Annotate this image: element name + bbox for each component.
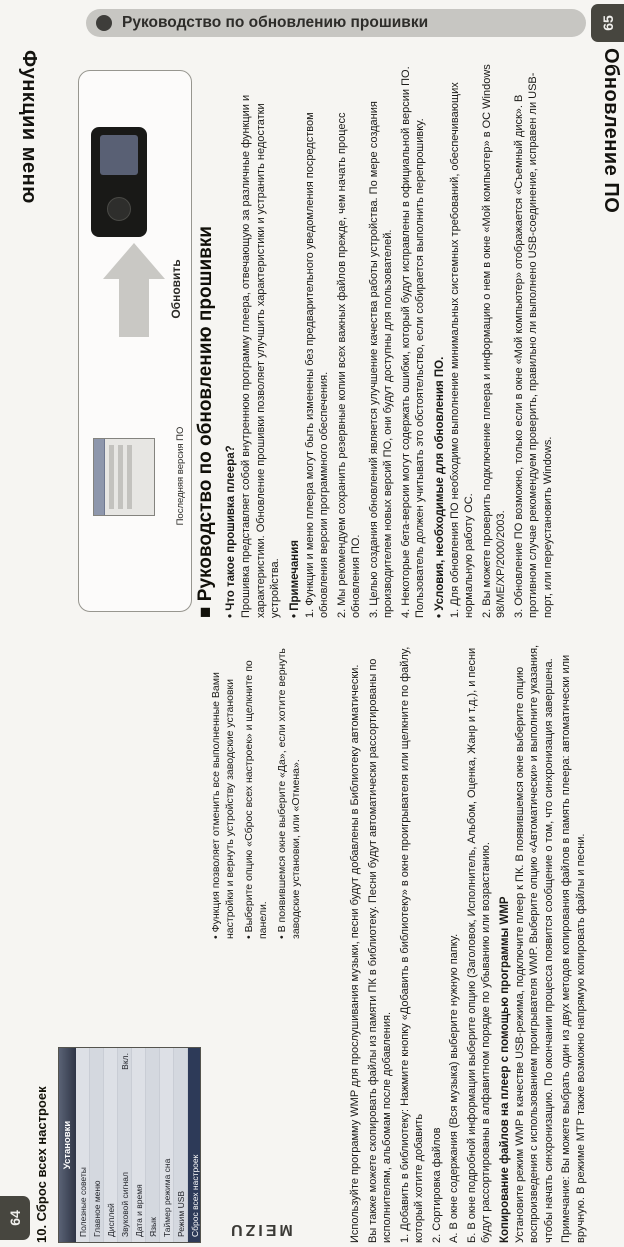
settings-row: Режим USB bbox=[174, 1048, 188, 1242]
wmp-paragraph: Примечание: Вы можете выбрать один из двух методов копирования файлов в память плеера: автоматически или вручную. В режиме МТР также возможно напрямую копировать файлы и песни. bbox=[560, 654, 587, 1243]
page-number-tab-65 bbox=[591, 4, 624, 42]
square-marker-icon: ■ bbox=[195, 606, 216, 618]
page-number-65: 65 bbox=[599, 15, 616, 31]
bullet-circle-icon bbox=[96, 15, 112, 31]
update-arrow-head-icon bbox=[103, 243, 165, 279]
reset-settings-bullets bbox=[210, 639, 309, 939]
pc-screenshot-thumbnail bbox=[93, 438, 155, 516]
wmp-paragraph: Б. В окне подробной информации выберите опцию (Заголовок, Исполнитель, Альбом, Оценка, Жанр и т.д.), и песни будут рассортированы в алфавитном порядке по убыванию или возрастанию. bbox=[465, 647, 492, 1243]
chapter-label-software-update: Обновление ПО bbox=[600, 48, 622, 214]
what-is-firmware-text: Прошивка представляет собой внутреннюю программу плеера, отвечающую за различные функции и характеристики. Обновление прошивки позволяет улучшить характеристики и устранить недостатки устройства. bbox=[240, 94, 281, 618]
section-title-bar bbox=[86, 9, 586, 37]
wmp-copy-heading: Копирование файлов на плеер с помощью программы WMP bbox=[498, 896, 511, 1243]
section-title: Руководство по обновлению прошивки bbox=[122, 14, 429, 31]
notes-heading: • Примечания bbox=[288, 540, 301, 618]
update-arrow-icon bbox=[119, 279, 149, 337]
note-item: 4. Некоторые бета-версии могут содержать ошибки, который будут исправлены в официальной версии ПО. Пользователь должен учитывать это обстоятельство, если собирается выполнить перепрошивку. bbox=[399, 66, 426, 618]
wmp-paragraph: Вы также можете скопировать файлы из памяти ПК в библиотеку. Песни будут автоматически рассортированы по исполнителям, альбомам после добавления. bbox=[366, 658, 393, 1243]
firmware-guide-heading: ■ Руководство по обновлению прошивки bbox=[195, 226, 216, 618]
condition-item: 1. Для обновления ПО необходимо выполнение минимальных системных требований, обеспечивающих нормальную работу ОС. bbox=[448, 82, 475, 618]
update-figure-box bbox=[78, 70, 192, 612]
settings-menu-screenshot bbox=[58, 1047, 201, 1243]
condition-item: 2. Вы можете проверить подключение плеера и информацию о нем в окне «Мой компьютер» в ОС Windows 98/ME/XP/2000/2003. bbox=[480, 64, 507, 618]
settings-row: Дисплей bbox=[104, 1048, 118, 1242]
page-number-tab-64 bbox=[0, 1196, 30, 1240]
meizu-logo: MEIZU bbox=[228, 1221, 293, 1238]
player-device-image bbox=[91, 127, 147, 237]
bullet-item: • Функция позволяет отменить все выполненные Вами настройки и вернуть устройству заводские установки bbox=[210, 672, 236, 939]
wmp-paragraph: Используйте программу WMP для прослушивания музыки, песни будут добавлены в Библиотеку автоматически. bbox=[349, 664, 361, 1243]
page-64-content bbox=[0, 635, 608, 1245]
settings-row: Дата и время bbox=[132, 1048, 146, 1242]
wmp-instructions bbox=[348, 639, 606, 1243]
player-screen-graphic bbox=[100, 135, 138, 175]
settings-row: Звуковой сигнал Вкл. bbox=[118, 1048, 132, 1242]
page-65-content bbox=[0, 45, 624, 620]
page-65-body bbox=[195, 60, 595, 618]
wmp-paragraph: Установите режим WMP в качестве USB-режима, подключите плеер к ПК. В появившемся окне выберите опцию воспроизведения с использованием проигрывателя WMP. Выберите опцию «Автоматически» и выполните указания, чтобы начать синхронизацию. По окончании процесса появится сообщение о том, что синхронизация завершена. bbox=[513, 644, 555, 1243]
bullet-item: • В появившемся окне выберите «Да», если хотите вернуть заводские установки, или «Отмена». bbox=[276, 648, 302, 939]
figure-caption: Последняя версия ПО bbox=[175, 426, 186, 526]
what-is-firmware-heading: • Что такое прошивка плеера? bbox=[225, 445, 237, 618]
settings-row: Язык bbox=[146, 1048, 160, 1242]
conditions-heading: • Условия, необходимые для обновления ПО. bbox=[433, 356, 446, 618]
note-item: 3. Целью создания обновлений является улучшение качества работы устройства. По мере создания производителем новых версий ПО, они будут доступны для пользователей. bbox=[367, 101, 394, 618]
wmp-paragraph: 1. Добавить в библиотеку: Нажмите кнопку «Добавить в библиотеку» в окне проигрывателя или щелкните по файлу, который хотите добавить bbox=[398, 646, 425, 1243]
chapter-label-menu-functions: Функции меню bbox=[18, 50, 40, 204]
settings-row: Таймер режима сна bbox=[160, 1048, 174, 1242]
condition-item: 3. Обновление ПО возможно, только если в окне «Мой компьютер» отображается «Съемный диск». В противном случае рекомендуем проверить, правильно ли выполнено USB-соединение, исправен ли USB-порт, или переустановить Windows. bbox=[512, 72, 554, 618]
settings-row: Главное меню bbox=[90, 1048, 104, 1242]
update-arrow-label: Обновить bbox=[169, 259, 183, 319]
reset-settings-heading: 10. Сброс всех настроек bbox=[34, 1086, 49, 1243]
bullet-item: • Выберите опцию «Сброс всех настроек» и щелкните по панели. bbox=[243, 660, 269, 939]
note-item: 2. Мы рекомендуем сохранить резервные копии всех важных файлов прежде, чем начать процесс обновления ПО. bbox=[335, 112, 362, 618]
settings-row: Полезные советы bbox=[76, 1048, 90, 1242]
settings-row-selected: Сброс всех настроек bbox=[188, 1048, 201, 1242]
player-touchwheel-graphic bbox=[107, 197, 131, 221]
wmp-paragraph: 2. Сортировка файлов bbox=[430, 1127, 443, 1243]
note-item: 1. Функции и меню плеера могут быть изменены без предварительного уведомления посредством обновления версии программного обеспечения. bbox=[303, 112, 330, 618]
settings-screen-title: Установки bbox=[59, 1048, 76, 1242]
window-titlebar-graphic bbox=[94, 439, 105, 515]
wmp-paragraph: А. В окне содержания (Вся музыка) выберите нужную папку. bbox=[448, 933, 460, 1243]
page-number-64: 64 bbox=[6, 1210, 23, 1226]
